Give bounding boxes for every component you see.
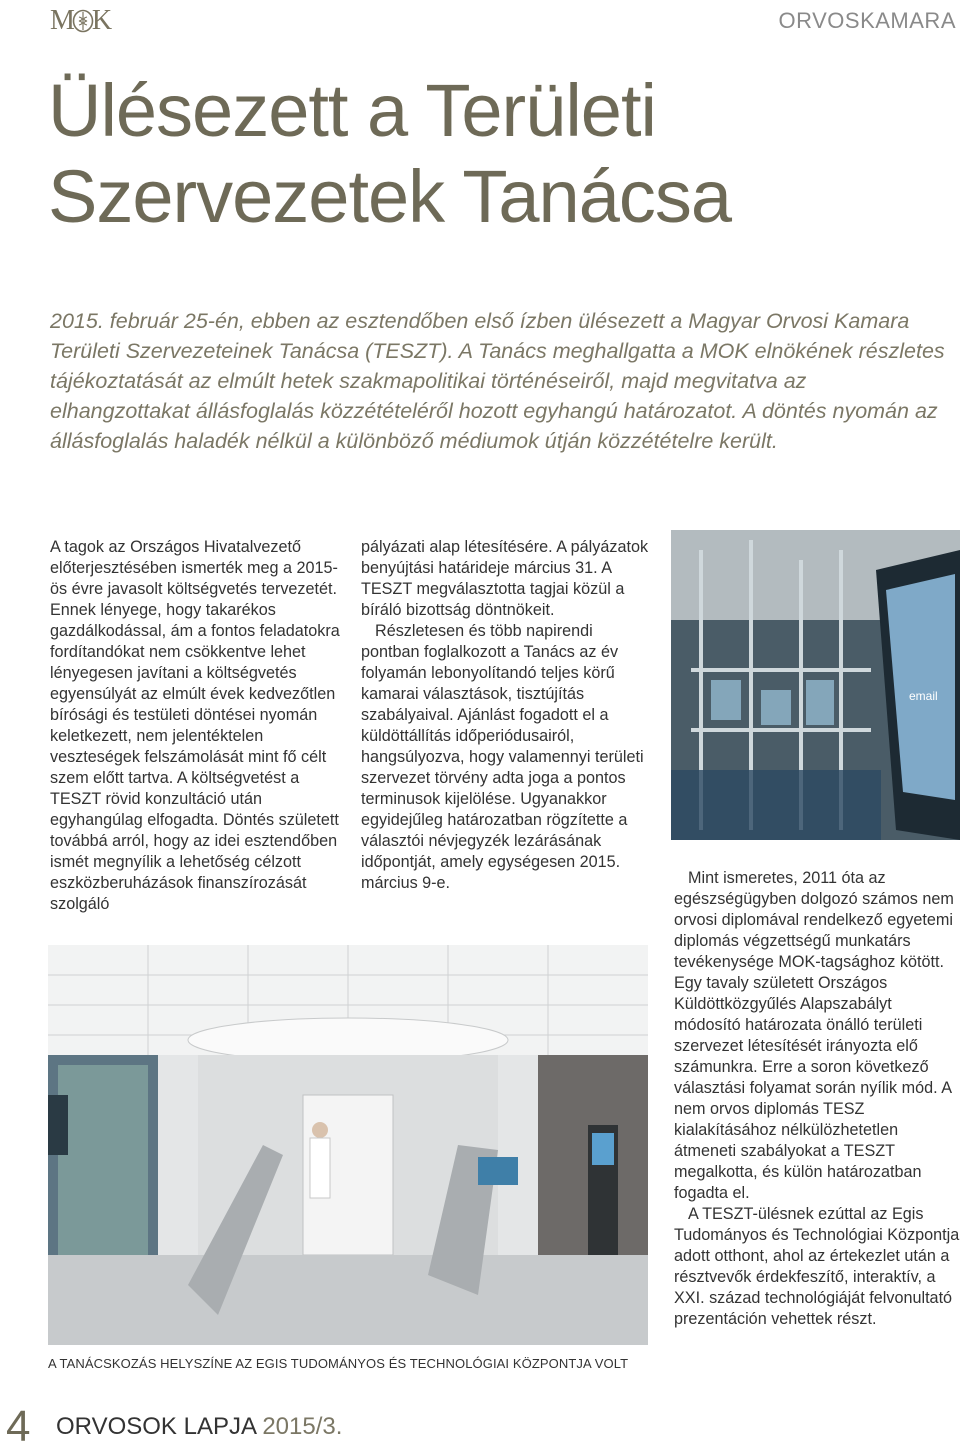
- text-column-3: [674, 868, 960, 1330]
- logo-text-left: M: [50, 5, 74, 36]
- lobby-illustration: [48, 945, 648, 1345]
- logo-text-right: K: [91, 5, 112, 36]
- paragraph: A TESZT-ülésnek ezúttal az Egis Tudományos és Technológiai Központja adott otthont, ahol az értekezlet után a résztvevők érdekfeszítő, interaktív, a XXI. század technológiáját felvonultató prezentáción vehettek részt.: [674, 1205, 960, 1328]
- section-label: ORVOSKAMARA: [778, 8, 956, 33]
- caduceus-o-icon: [72, 9, 94, 33]
- egis-center-lobby-photo: [48, 945, 648, 1345]
- page-number: 4: [6, 1402, 31, 1451]
- article-lead: 2015. február 25-én, ebben az esztendőben első ízben ülésezett a Magyar Orvosi Kamara Területi Szervezeteinek Tanácsa (TESZT). A Tanács meghallgatta a MOK elnökének részletes tájékoztatását az elmúlt hetek szakmapolitikai történéseiről, majd megvitatva az elhangzottakat állásfoglalás közzétételéről hozott egyhangú határozatot. A döntés nyomán az állásfoglalás haladék nélkül a különböző médiumok útján közzétételre került.: [50, 309, 945, 453]
- lab-exhibit-illustration: [671, 530, 960, 840]
- issue-number: 2015/3.: [262, 1413, 343, 1440]
- paragraph: A tagok az Országos Hivatalvezető előterjesztésében ismerték meg a 2015-ös évre javasolt költségvetés tervezetét. Ennek lényege, hogy takarékos gazdálkodással, ám a fontos feladatokra fordítandókat nem csökkentve lehet lényegesen javítani a költségvetés egyensúlyát az elmúlt évek kedvezőtlen bírósági és testületi döntései nyomán keletkezett, nem jelentéktelen veszteségek felszámolását mint fő célt szem előtt tartva. A költségvetést a TESZT rövid konzultáció után egyhangúlag elfogadta. Döntés született továbbá arról, hogy az idei esztendőben ismét megnyílik a lehetőség célzott eszközberuházások finanszírozását szolgáló: [50, 538, 340, 913]
- publication-name: ORVOSOK LAPJA: [56, 1413, 256, 1440]
- article-headline: Ülésezett a Területi Szervezetek Tanácsa: [48, 69, 732, 238]
- paragraph: pályázati alap létesítésére. A pályázatok benyújtási határideje március 31. A TESZT megválasztotta tagjai közül a bíráló bizottság döntnökeit.: [361, 538, 649, 619]
- photo-caption: A TANÁCSKOZÁS HELYSZÍNE AZ EGIS TUDOMÁNYOS ÉS TECHNOLÓGIAI KÖZPONTJA VOLT: [48, 1356, 629, 1371]
- text-column-1: [50, 537, 340, 915]
- lab-exhibit-photo: [671, 530, 960, 840]
- paragraph: Részletesen és több napirendi pontban foglalkozott a Tanács az év folyamán lebonyolítandó teljes körű kamarai választások, tisztújítás szabályaival. Ajánlást fogadott el a küldöttállítás időperiódusairól, hangsúlyozva, hogy valamennyi területi szervezet törvény adta joga a pontos terminusok kijelölése. Ugyanakkor egyidejűleg határozatban rögzítette a választói névjegyzék lezárásának időpontját, amely egységesen 2015. március 9-e.: [361, 622, 644, 892]
- text-column-2: [361, 537, 651, 894]
- footer-publication: [56, 1413, 342, 1441]
- mok-logo: [50, 6, 111, 36]
- paragraph: Mint ismeretes, 2011 óta az egészségügyben dolgozó számos nem orvosi diplomával rendelkező egyetemi diplomás végzettségű munkatárs tevékenysége MOK-tagsághoz kötött. Egy tavaly született Országos Küldöttközgyűlés Alapszabályt módosító határozata önálló területi szervezet létesítését irányozta elő számunkra. Erre a soron következő választási folyamat során nyílik mód. A nem orvos diplomás TESZ kialakításához nélkülözhetetlen átmeneti szabályokat a TESZT megalkotta, és külön határozatban fogadta el.: [674, 869, 954, 1202]
- svg-text:email: email: [909, 689, 938, 703]
